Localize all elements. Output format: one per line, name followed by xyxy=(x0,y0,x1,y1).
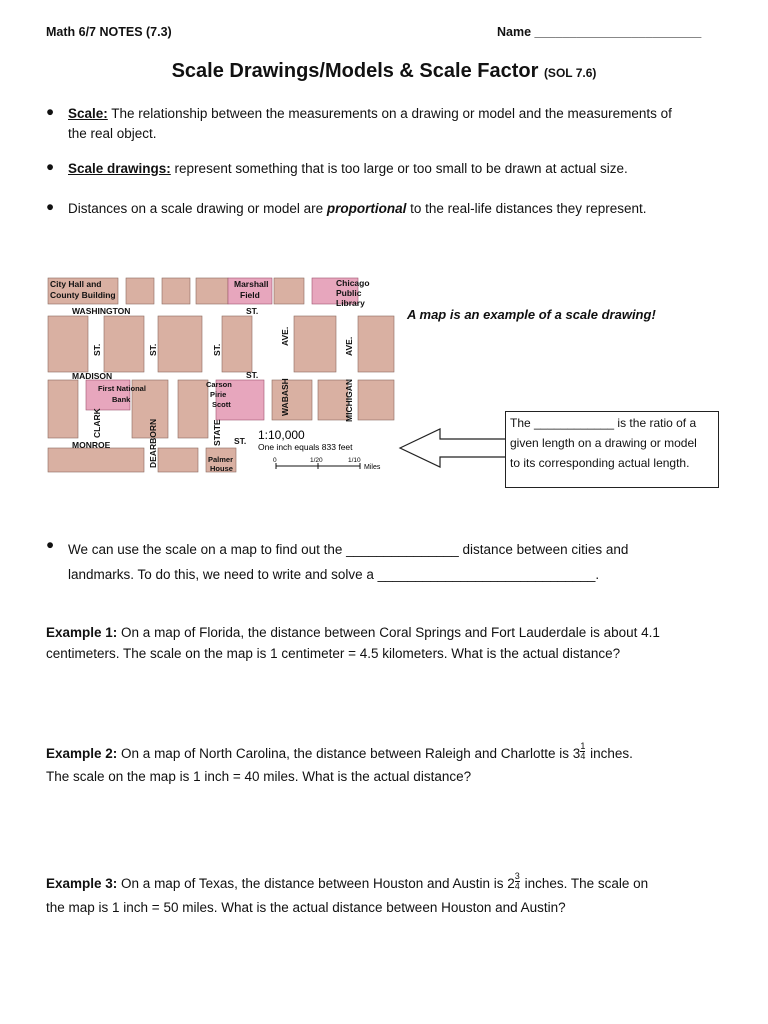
example-2-line1: On a map of North Carolina, the distance between Raleigh and Charlotte is 3 xyxy=(117,746,581,761)
bullet-dot: ● xyxy=(46,104,55,119)
map-block xyxy=(162,278,190,304)
map-scale-text: One inch equals 833 feet xyxy=(258,442,353,452)
bullet-dot: ● xyxy=(46,199,55,214)
fraction-numerator: 3 xyxy=(514,870,520,881)
map-label: Pirie xyxy=(210,390,227,399)
map-block xyxy=(272,380,312,420)
example-2-line1-end: inches. xyxy=(586,746,633,761)
example-1-line1: On a map of Florida, the distance between Coral Springs and Fort Lauderdale is about 4.1 xyxy=(117,625,660,640)
map-label: MONROE xyxy=(72,440,111,450)
example-3-line1: On a map of Texas, the distance between Houston and Austin is 2 xyxy=(117,876,515,891)
fraction-denominator: 4 xyxy=(580,750,586,761)
proportional-emphasis: proportional xyxy=(326,201,407,216)
map-block xyxy=(158,316,202,372)
map-label: Marshall xyxy=(234,279,269,289)
map-label: WABASH xyxy=(280,378,290,416)
example-2-label: Example 2: xyxy=(46,746,118,761)
arrow-left-icon xyxy=(398,427,508,469)
example-2-line2: The scale on the map is 1 inch = 40 miles. What is the actual distance? xyxy=(46,769,472,784)
map-label: WASHINGTON xyxy=(72,306,131,316)
callout-line: to its corresponding actual length. xyxy=(510,456,690,470)
definition-scale-drawings-text: represent something that is too large or too small to be drawn at actual size. xyxy=(170,161,628,176)
example-2 xyxy=(46,742,746,788)
bullet-dot: ● xyxy=(46,159,55,174)
map-scale-unit: Miles xyxy=(364,464,381,471)
map-label: MICHIGAN xyxy=(344,379,354,422)
map-label: ST. xyxy=(212,343,222,356)
course-label: Math 6/7 NOTES (7.3) xyxy=(46,25,172,39)
fraction-numerator: 1 xyxy=(580,740,586,751)
map-label: ST. xyxy=(234,436,247,446)
map-label: Palmer xyxy=(208,455,234,464)
callout-line: The ____________ is the ratio of a xyxy=(510,416,697,430)
map-label: Library xyxy=(336,298,365,308)
map-block xyxy=(222,316,252,372)
title-sol: (SOL 7.6) xyxy=(543,66,597,80)
map-label: First National xyxy=(98,384,146,393)
fraction xyxy=(580,742,585,761)
scale-definition-callout xyxy=(505,411,719,488)
example-3-line2: the map is 1 inch = 50 miles. What is the actual distance between Houston and Austin? xyxy=(46,900,566,915)
page-title xyxy=(0,60,768,83)
example-3-label: Example 3: xyxy=(46,876,118,891)
map-usage-statement xyxy=(68,537,758,587)
map-label: City Hall and xyxy=(50,279,102,289)
map-label: STATE xyxy=(212,419,222,446)
map-block xyxy=(178,380,208,438)
proportional-statement xyxy=(68,199,758,219)
example-3-line1-end: inches. The scale on xyxy=(520,876,649,891)
fraction xyxy=(515,872,520,891)
map-usage-line2: landmarks. To do this, we need to write and solve a _____________________________. xyxy=(68,567,600,582)
map-block xyxy=(196,278,228,304)
map-label: County Building xyxy=(50,290,116,300)
map-label: CLARK xyxy=(92,408,102,438)
bullet-dot: ● xyxy=(46,537,55,552)
city-map xyxy=(46,276,396,474)
map-usage-line1: We can use the scale on a map to find out the _______________ distance between cities and xyxy=(68,542,629,557)
map-label: MADISON xyxy=(72,371,113,381)
map-block xyxy=(48,448,144,472)
definition-scale-drawings xyxy=(68,159,758,179)
map-block xyxy=(274,278,304,304)
map-label: Field xyxy=(240,290,260,300)
map-block xyxy=(294,316,336,372)
map-block xyxy=(104,316,144,372)
map-label: Carson xyxy=(206,380,232,389)
proportional-pre: Distances on a scale drawing or model are xyxy=(68,201,327,216)
title-main: Scale Drawings/Models & Scale Factor xyxy=(171,60,539,82)
map-label: AVE. xyxy=(344,336,354,356)
map-label: ST. xyxy=(92,343,102,356)
definition-scale-text: The relationship between the measurements on a drawing or model and the measurements of xyxy=(107,106,672,121)
map-label: ST. xyxy=(246,370,259,380)
map-caption: A map is an example of a scale drawing! xyxy=(407,307,656,322)
example-1-label: Example 1: xyxy=(46,625,118,640)
map-label: Chicago xyxy=(336,278,370,288)
map-block xyxy=(126,278,154,304)
map-label: House xyxy=(210,464,233,473)
map-label: AVE. xyxy=(280,326,290,346)
map-label: ST. xyxy=(246,306,259,316)
example-3 xyxy=(46,872,756,920)
proportional-post: to the real-life distances they represent. xyxy=(406,201,647,216)
example-1-line2: centimeters. The scale on the map is 1 centimeter = 4.5 kilometers. What is the actual distance? xyxy=(46,646,621,661)
map-block xyxy=(158,448,198,472)
map-scale-tick: 1/10 xyxy=(348,457,361,464)
callout-line: given length on a drawing or model xyxy=(510,436,697,450)
map-label: Bank xyxy=(112,395,131,404)
definition-scale xyxy=(68,104,758,144)
map-block xyxy=(358,380,394,420)
fraction-denominator: 4 xyxy=(514,880,520,891)
map-scale-tick: 0 xyxy=(273,457,277,464)
term-scale: Scale: xyxy=(68,106,108,121)
map-scale-ratio: 1:10,000 xyxy=(258,428,305,442)
map-block xyxy=(48,316,88,372)
map-scale-tick: 1/20 xyxy=(310,457,323,464)
map-label: DEARBORN xyxy=(148,418,158,468)
map-label: Scott xyxy=(212,400,231,409)
definition-scale-text2: the real object. xyxy=(68,126,157,141)
map-block xyxy=(48,380,78,438)
map-label: ST. xyxy=(148,343,158,356)
map-label: Public xyxy=(336,288,362,298)
term-scale-drawings: Scale drawings: xyxy=(68,161,171,176)
map-block xyxy=(358,316,394,372)
name-field-label: Name ________________________ xyxy=(497,25,702,39)
example-1 xyxy=(46,622,746,664)
